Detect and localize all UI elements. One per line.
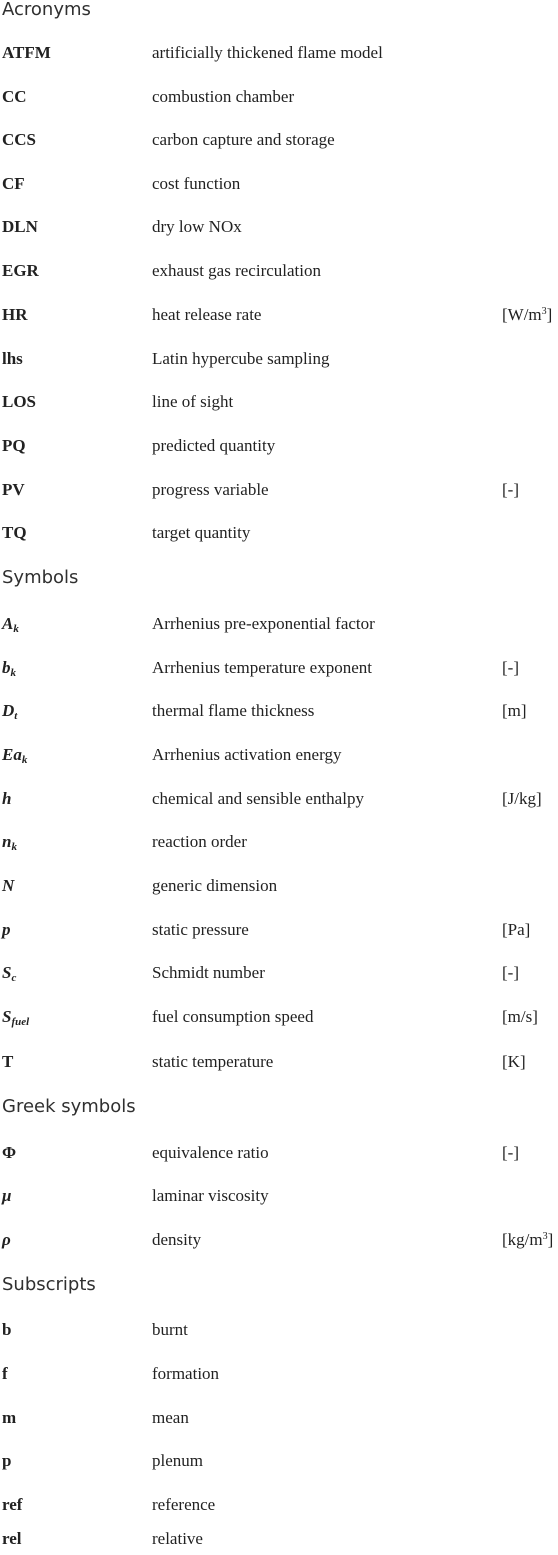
table-row bbox=[0, 1229, 558, 1251]
table-row bbox=[0, 919, 558, 941]
table-row bbox=[0, 831, 558, 853]
symbol-subscript: k bbox=[10, 667, 16, 679]
greek-symbol-term: ρ bbox=[2, 1230, 11, 1249]
symbol-description: Arrhenius pre-exponential factor bbox=[152, 614, 375, 633]
unit-label: [-] bbox=[502, 658, 519, 677]
greek-symbol-description: equivalence ratio bbox=[152, 1143, 269, 1162]
symbol-term: p bbox=[2, 920, 11, 939]
acronym-term: CC bbox=[2, 87, 27, 106]
acronym-term: lhs bbox=[2, 349, 23, 368]
subscript-term: p bbox=[2, 1451, 12, 1470]
acronym-description: line of sight bbox=[152, 392, 234, 411]
greek-symbol-term: μ bbox=[2, 1186, 12, 1205]
subscript-description: mean bbox=[152, 1408, 189, 1427]
section-title-acronyms: Acronyms bbox=[2, 0, 91, 20]
table-row bbox=[0, 1407, 558, 1429]
acronym-term: LOS bbox=[2, 392, 37, 411]
symbol-base: S bbox=[2, 963, 12, 982]
symbol-subscript: k bbox=[13, 623, 19, 635]
acronym-term: CCS bbox=[2, 130, 37, 149]
table-row bbox=[0, 1363, 558, 1385]
symbol-base: D bbox=[2, 701, 15, 720]
symbol-description: Arrhenius temperature exponent bbox=[152, 658, 372, 677]
subscript-description: relative bbox=[152, 1529, 203, 1548]
greek-symbol-description: laminar viscosity bbox=[152, 1186, 269, 1205]
table-row bbox=[0, 700, 558, 722]
table-row bbox=[0, 613, 558, 635]
symbol-term bbox=[2, 657, 16, 679]
table-row bbox=[0, 348, 558, 370]
table-row bbox=[0, 391, 558, 413]
acronym-description: carbon capture and storage bbox=[152, 130, 335, 149]
subscript-term: rel bbox=[2, 1529, 22, 1548]
symbol-description: fuel consumption speed bbox=[152, 1007, 314, 1026]
unit-label: [-] bbox=[502, 480, 519, 499]
acronym-description: target quantity bbox=[152, 523, 251, 542]
symbol-subscript: k bbox=[21, 754, 28, 766]
unit-label: [J/kg] bbox=[502, 789, 542, 808]
acronym-term: PQ bbox=[2, 436, 26, 455]
table-row bbox=[0, 479, 558, 501]
section-title-symbols: Symbols bbox=[2, 567, 79, 588]
table-row bbox=[0, 86, 558, 108]
unit-close: ] bbox=[546, 305, 553, 324]
symbol-term: T bbox=[2, 1052, 14, 1071]
symbol-term bbox=[2, 831, 17, 853]
subscript-term: m bbox=[2, 1408, 17, 1427]
subscript-term: ref bbox=[2, 1495, 23, 1514]
symbol-term bbox=[2, 613, 19, 635]
table-row bbox=[0, 744, 558, 766]
symbol-subscript: c bbox=[11, 972, 17, 984]
symbol-term bbox=[2, 1006, 29, 1028]
table-row bbox=[0, 1185, 558, 1207]
table-row bbox=[0, 1494, 558, 1516]
subscript-description: reference bbox=[152, 1495, 216, 1514]
unit-label: [Pa] bbox=[502, 920, 531, 939]
table-row bbox=[0, 129, 558, 151]
acronym-description: heat release rate bbox=[152, 305, 262, 324]
symbol-description: Arrhenius activation energy bbox=[152, 745, 342, 764]
table-row bbox=[0, 1450, 558, 1472]
acronym-term: DLN bbox=[2, 217, 38, 236]
subscript-term: f bbox=[2, 1364, 8, 1383]
unit-label: [K] bbox=[502, 1052, 526, 1071]
unit-exponent: 3 bbox=[541, 306, 547, 317]
unit-label: [-] bbox=[502, 963, 519, 982]
subscript-description: burnt bbox=[152, 1320, 188, 1339]
table-row bbox=[0, 1051, 558, 1073]
table-row bbox=[0, 216, 558, 238]
subscript-description: formation bbox=[152, 1364, 220, 1383]
table-row bbox=[0, 304, 558, 326]
greek-symbol-term: Φ bbox=[2, 1143, 17, 1162]
unit-base: [W/m bbox=[502, 305, 542, 324]
table-row bbox=[0, 1006, 558, 1028]
section-title-greek-symbols: Greek symbols bbox=[2, 1096, 136, 1117]
symbol-base: A bbox=[2, 614, 14, 633]
table-row bbox=[0, 42, 558, 64]
greek-symbol-description: density bbox=[152, 1230, 202, 1249]
unit-base: [kg/m bbox=[502, 1230, 543, 1249]
symbol-base: n bbox=[2, 832, 12, 851]
acronym-description: combustion chamber bbox=[152, 87, 295, 106]
symbol-description: thermal flame thickness bbox=[152, 701, 315, 720]
table-row bbox=[0, 875, 558, 897]
acronym-description: exhaust gas recirculation bbox=[152, 261, 321, 280]
acronym-term: PV bbox=[2, 480, 25, 499]
acronym-description: artificially thickened flame model bbox=[152, 43, 383, 62]
unit-close: ] bbox=[547, 1230, 554, 1249]
acronym-description: predicted quantity bbox=[152, 436, 276, 455]
acronym-description: dry low NOx bbox=[152, 217, 242, 236]
table-row bbox=[0, 1528, 558, 1550]
symbol-description: static pressure bbox=[152, 920, 249, 939]
acronym-term: HR bbox=[2, 305, 28, 324]
symbol-term bbox=[2, 962, 16, 984]
symbol-subscript: fuel bbox=[11, 1016, 30, 1028]
symbol-term: h bbox=[2, 789, 12, 808]
acronym-description: Latin hypercube sampling bbox=[152, 349, 330, 368]
table-row bbox=[0, 173, 558, 195]
subscript-term: b bbox=[2, 1320, 12, 1339]
table-row bbox=[0, 260, 558, 282]
table-row bbox=[0, 657, 558, 679]
unit-exponent: 3 bbox=[542, 1231, 548, 1242]
subscript-description: plenum bbox=[152, 1451, 203, 1470]
unit-label: [-] bbox=[502, 1143, 519, 1162]
symbol-base: b bbox=[2, 658, 11, 677]
symbol-base: Ea bbox=[2, 745, 22, 764]
table-row bbox=[0, 435, 558, 457]
table-row bbox=[0, 1142, 558, 1164]
symbol-description: Schmidt number bbox=[152, 963, 265, 982]
symbol-subscript: t bbox=[14, 710, 18, 722]
symbol-description: chemical and sensible enthalpy bbox=[152, 789, 364, 808]
symbol-base: S bbox=[2, 1007, 12, 1026]
symbol-term: N bbox=[2, 876, 15, 895]
unit-label: [m] bbox=[502, 701, 527, 720]
table-row bbox=[0, 962, 558, 984]
symbol-term bbox=[2, 744, 27, 766]
acronym-description: progress variable bbox=[152, 480, 269, 499]
acronym-term: ATFM bbox=[2, 43, 51, 62]
acronym-term: EGR bbox=[2, 261, 39, 280]
table-row bbox=[0, 1319, 558, 1341]
symbol-description: reaction order bbox=[152, 832, 247, 851]
unit-label: [m/s] bbox=[502, 1007, 538, 1026]
symbol-subscript: k bbox=[11, 841, 17, 853]
table-row bbox=[0, 788, 558, 810]
symbol-description: generic dimension bbox=[152, 876, 278, 895]
symbol-term bbox=[2, 700, 17, 722]
acronym-term: TQ bbox=[2, 523, 27, 542]
acronym-term: CF bbox=[2, 174, 25, 193]
unit-label bbox=[502, 304, 552, 326]
section-title-subscripts: Subscripts bbox=[2, 1274, 96, 1295]
unit-label bbox=[502, 1229, 553, 1251]
table-row bbox=[0, 522, 558, 544]
symbol-description: static temperature bbox=[152, 1052, 274, 1071]
acronym-description: cost function bbox=[152, 174, 241, 193]
